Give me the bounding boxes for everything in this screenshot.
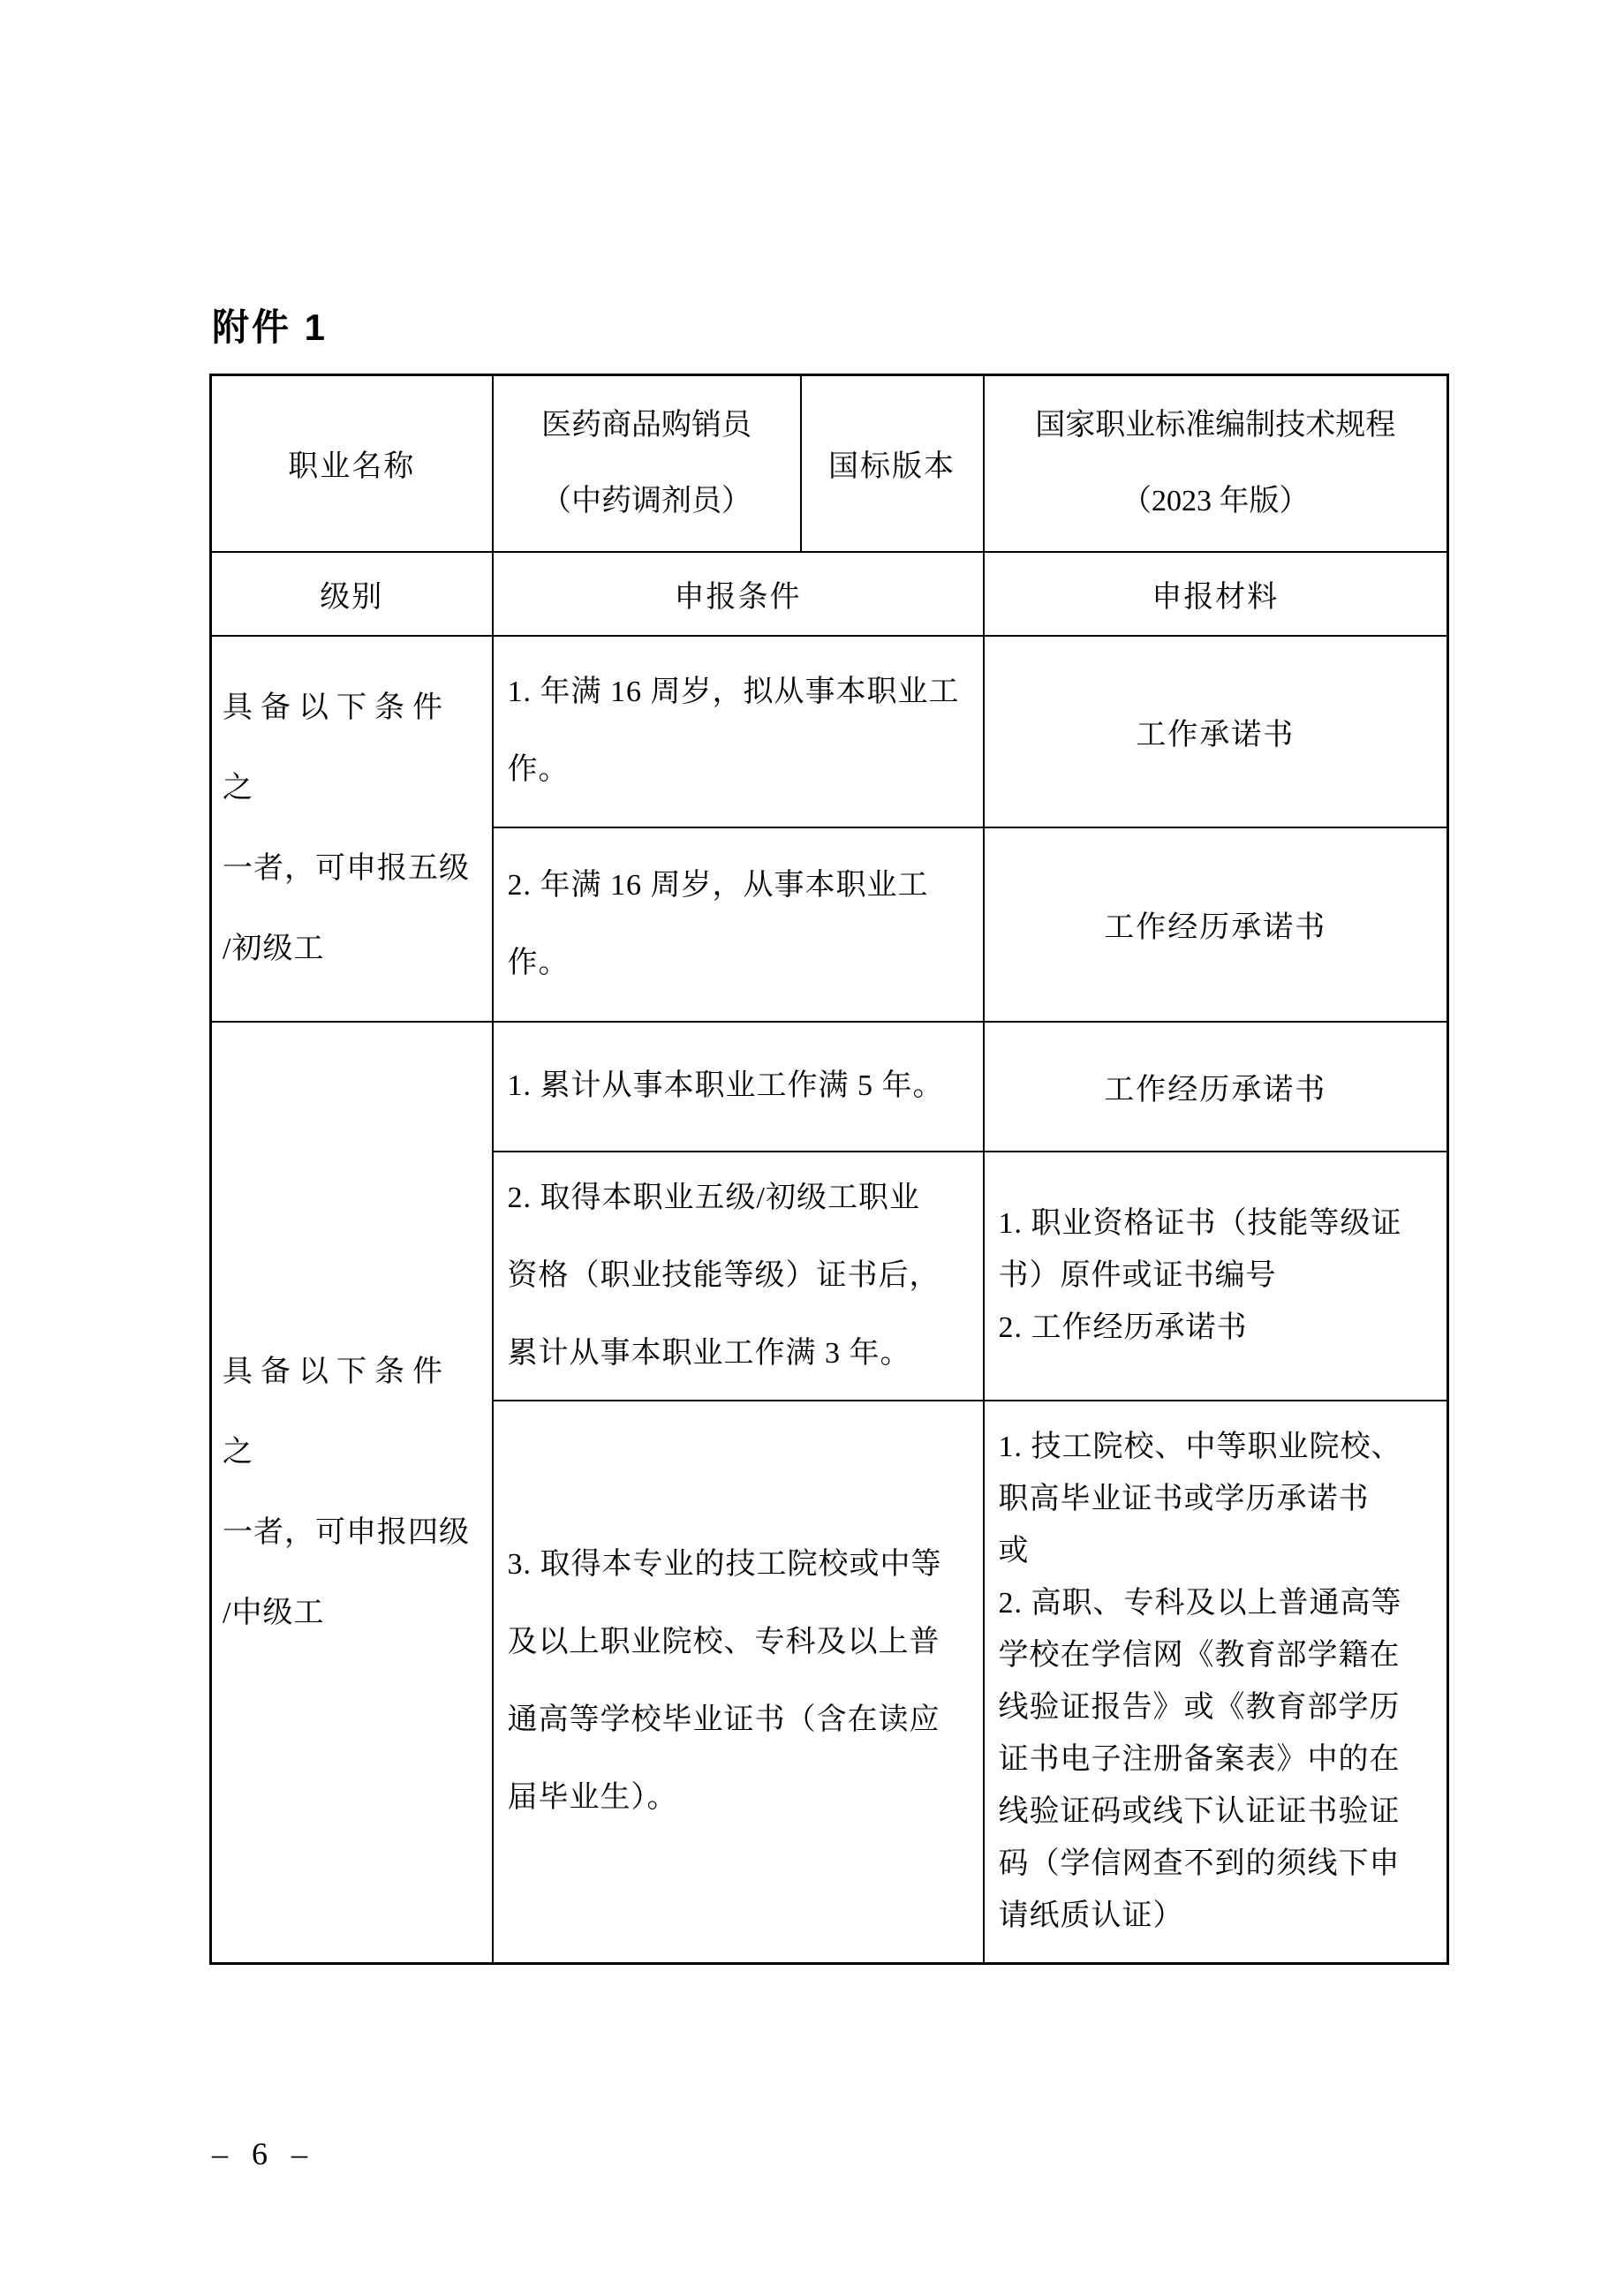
- table-row-column-headers: [211, 552, 1448, 636]
- level-junior-line-3: /初级工: [223, 933, 325, 965]
- materials-intermediate-1: 工作经历承诺书: [984, 1022, 1448, 1152]
- attachment-title: 附件 1: [212, 306, 329, 348]
- application-requirements-table: [209, 374, 1449, 1965]
- level-junior-line-1: 具备以下条件之: [223, 691, 450, 804]
- condition-junior-1: 1. 年满 16 周岁，拟从事本职业工 作。: [493, 636, 984, 827]
- page-number: – 6 –: [212, 2136, 307, 2171]
- level-intermediate-line-3: /中级工: [223, 1596, 325, 1629]
- level-group-junior: [211, 636, 493, 1022]
- condition-intermediate-1: 1. 累计从事本职业工作满 5 年。: [493, 1022, 984, 1152]
- column-header-conditions: 申报条件: [493, 552, 984, 636]
- level-intermediate-line-2: 一者，可申报四级: [223, 1515, 470, 1549]
- materials-junior-1: 工作承诺书: [984, 636, 1448, 827]
- column-header-materials: 申报材料: [984, 552, 1448, 636]
- condition-junior-2: 2. 年满 16 周岁，从事本职业工 作。: [493, 827, 984, 1022]
- standard-version-value: 国家职业标准编制技术规程 （2023 年版）: [984, 375, 1448, 552]
- condition-intermediate-2: 2. 取得本职业五级/初级工职业 资格（职业技能等级）证书后， 累计从事本职业工作满 3 年。: [493, 1152, 984, 1401]
- table-row-junior-1: [211, 636, 1448, 827]
- level-group-intermediate: [211, 1022, 493, 1964]
- occupation-name-label: 职业名称: [211, 375, 493, 552]
- materials-intermediate-2: 1. 职业资格证书（技能等级证 书）原件或证书编号 2. 工作经历承诺书: [984, 1152, 1448, 1401]
- column-header-level: 级别: [211, 552, 493, 636]
- table-row-intermediate-1: [211, 1022, 1448, 1152]
- materials-intermediate-3: 1. 技工院校、中等职业院校、 职高毕业证书或学历承诺书 或 2. 高职、专科及以上普通高等 学校在学信网《教育部学籍在 线验证报告》或《教育部学历 证书电子注册备案表》中的在 线验证码或线下认证证书验证 码（学信网查不到的须线下申 请纸质认证）: [984, 1401, 1448, 1964]
- occupation-name-value: 医药商品购销员 （中药调剂员）: [493, 375, 801, 552]
- table-row-occupation: [211, 375, 1448, 552]
- level-junior-line-2: 一者，可申报五级: [223, 852, 470, 885]
- level-intermediate-line-1: 具备以下条件之: [223, 1355, 450, 1469]
- condition-intermediate-3: 3. 取得本专业的技工院校或中等 及以上职业院校、专科及以上普 通高等学校毕业证书（含在读应 届毕业生）。: [493, 1401, 984, 1964]
- standard-version-label: 国标版本: [801, 375, 984, 552]
- materials-junior-2: 工作经历承诺书: [984, 827, 1448, 1022]
